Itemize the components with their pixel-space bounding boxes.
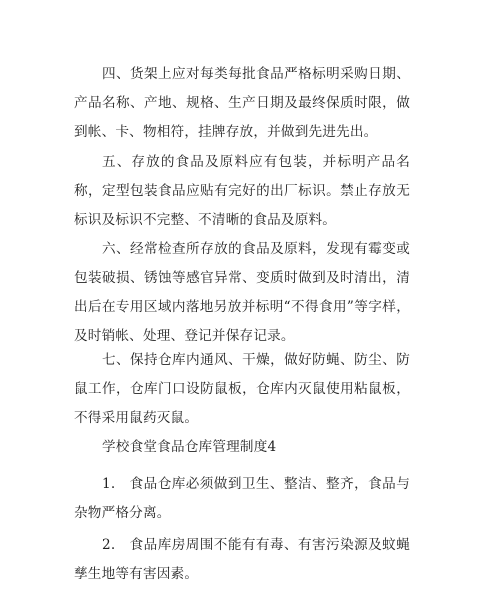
paragraph-4: 四、货架上应对每类每批食品严格标明采购日期、产品名称、产地、规格、生产日期及最终保质时限，做到帐、卡、物相符，挂牌存放，并做到先进先出。 bbox=[74, 66, 410, 140]
paragraph-6: 六、经常检查所存放的食品及原料，发现有霉变或包装破损、锈蚀等感官异常、变质时做到及时清出，清出后在专用区域内落地另放并标明“不得食用”等字样，及时销帐、处理、登记并保存记录。 bbox=[74, 241, 410, 344]
list-item-1: 1. 食品仓库必须做到卫生、整洁、整齐，食品与杂物严格分离。 bbox=[74, 476, 410, 521]
paragraph-7: 七、保持仓库内通风、干燥，做好防蝇、防尘、防鼠工作，仓库门口设防鼠板，仓库内灭鼠使用粘鼠板，不得采用鼠药灭鼠。 bbox=[74, 352, 410, 426]
section-title: 学校食堂食品仓库管理制度4 bbox=[102, 439, 277, 455]
list-item-2: 2. 食品库房周围不能有有毒、有害污染源及蚊蝇孳生地等有害因素。 bbox=[74, 537, 410, 582]
paragraph-5: 五、存放的食品及原料应有包装，并标明产品名称，定型包装食品应贴有完好的出厂标识。禁止存放无标识及标识不完整、不清晰的食品及原料。 bbox=[74, 154, 410, 228]
